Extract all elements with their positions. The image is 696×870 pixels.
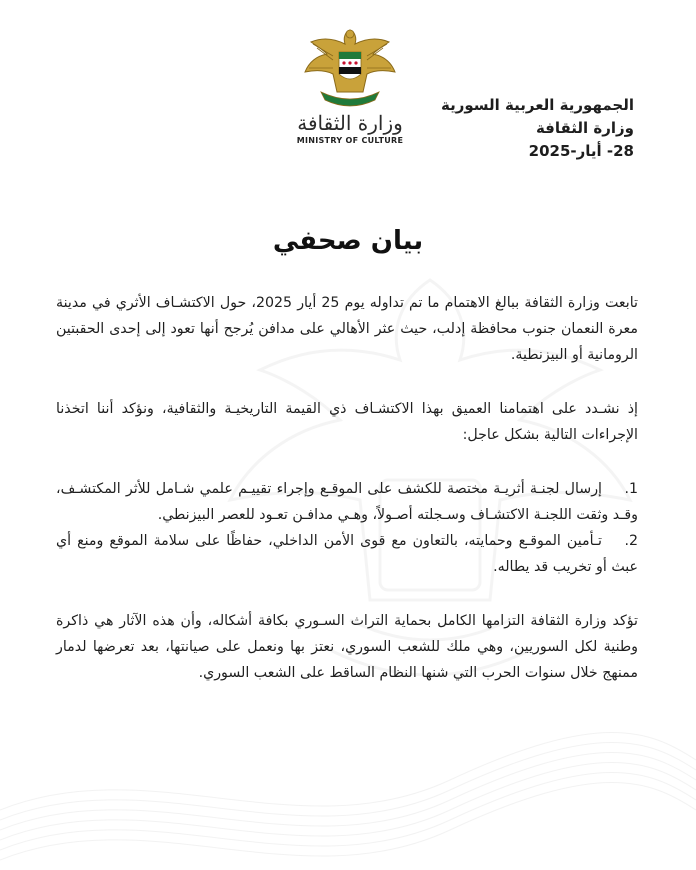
list-item-number: 2. bbox=[624, 533, 638, 549]
list-item bbox=[56, 528, 638, 580]
list-item-text: تـأمين الموقـع وحمايته، بالتعاون مع قوى الأمن الداخلي، حفاظًا على سلامة الموقع ومنع أي عبث أو تخريب قد يطاله. bbox=[56, 533, 638, 575]
paragraph-intro: تابعت وزارة الثقافة ببالغ الاهتمام ما تم تداوله يوم 25 أيار 2025، حول الاكتشـاف الأثري في مدينة معرة النعمان جنوب محافظة إدلب، حيث عثر الأهالي على مدافن يُرجح أنها تعود إلى إحدى الحقبتين الرومانية أو البيزنطية. bbox=[56, 295, 638, 363]
ministry-line: وزارة الثقافة bbox=[535, 119, 634, 137]
ministry-name-english: MINISTRY OF CULTURE bbox=[296, 136, 404, 145]
list-item bbox=[56, 476, 638, 528]
document-title: بيان صحفي bbox=[272, 226, 424, 256]
republic-name: الجمهورية العربية السورية bbox=[441, 96, 634, 114]
paragraph-closing: تؤكد وزارة الثقافة التزامها الكامل بحماية التراث السـوري بكافة أشكاله، وأن هذه الآثار هي ذاكرة وطنية لكل السوريين، وهي ملك للشعب السوري، نعتز بها ونعمل على صيانتها، بعد تعرضها لدمار ممنهج خلال سنوات الحرب التي شنها النظام الساقط على الشعب السوري. bbox=[56, 613, 638, 681]
wave-pattern-decoration bbox=[0, 690, 696, 870]
measures-list bbox=[56, 476, 638, 580]
ministry-name-arabic: وزارة الثقافة bbox=[297, 111, 403, 135]
list-item-number: 1. bbox=[624, 481, 638, 497]
ministry-logo bbox=[290, 22, 410, 145]
document-header bbox=[441, 94, 634, 163]
syrian-eagle-emblem-icon bbox=[303, 22, 397, 110]
document-body bbox=[56, 290, 638, 714]
paragraph-emphasis: إذ نشـدد على اهتمامنا العميق بهذا الاكتشـاف ذي القيمة التاريخيـة والثقافية، ونؤكد أننا اتخذنا الإجراءات التالية بشكل عاجل: bbox=[56, 401, 638, 443]
document-date: 28- أيار-2025 bbox=[528, 142, 634, 160]
list-item-text: إرسال لجنـة أثريـة مختصة للكشف على الموقـع وإجراء تقييـم علمي شـامل للأثر المكتشـف، وقـد وثقت اللجنـة الاكتشـاف وسـجلته أصـولاً، وهـي مدافـن تعـود للعصر البيزنطي. bbox=[56, 481, 638, 523]
